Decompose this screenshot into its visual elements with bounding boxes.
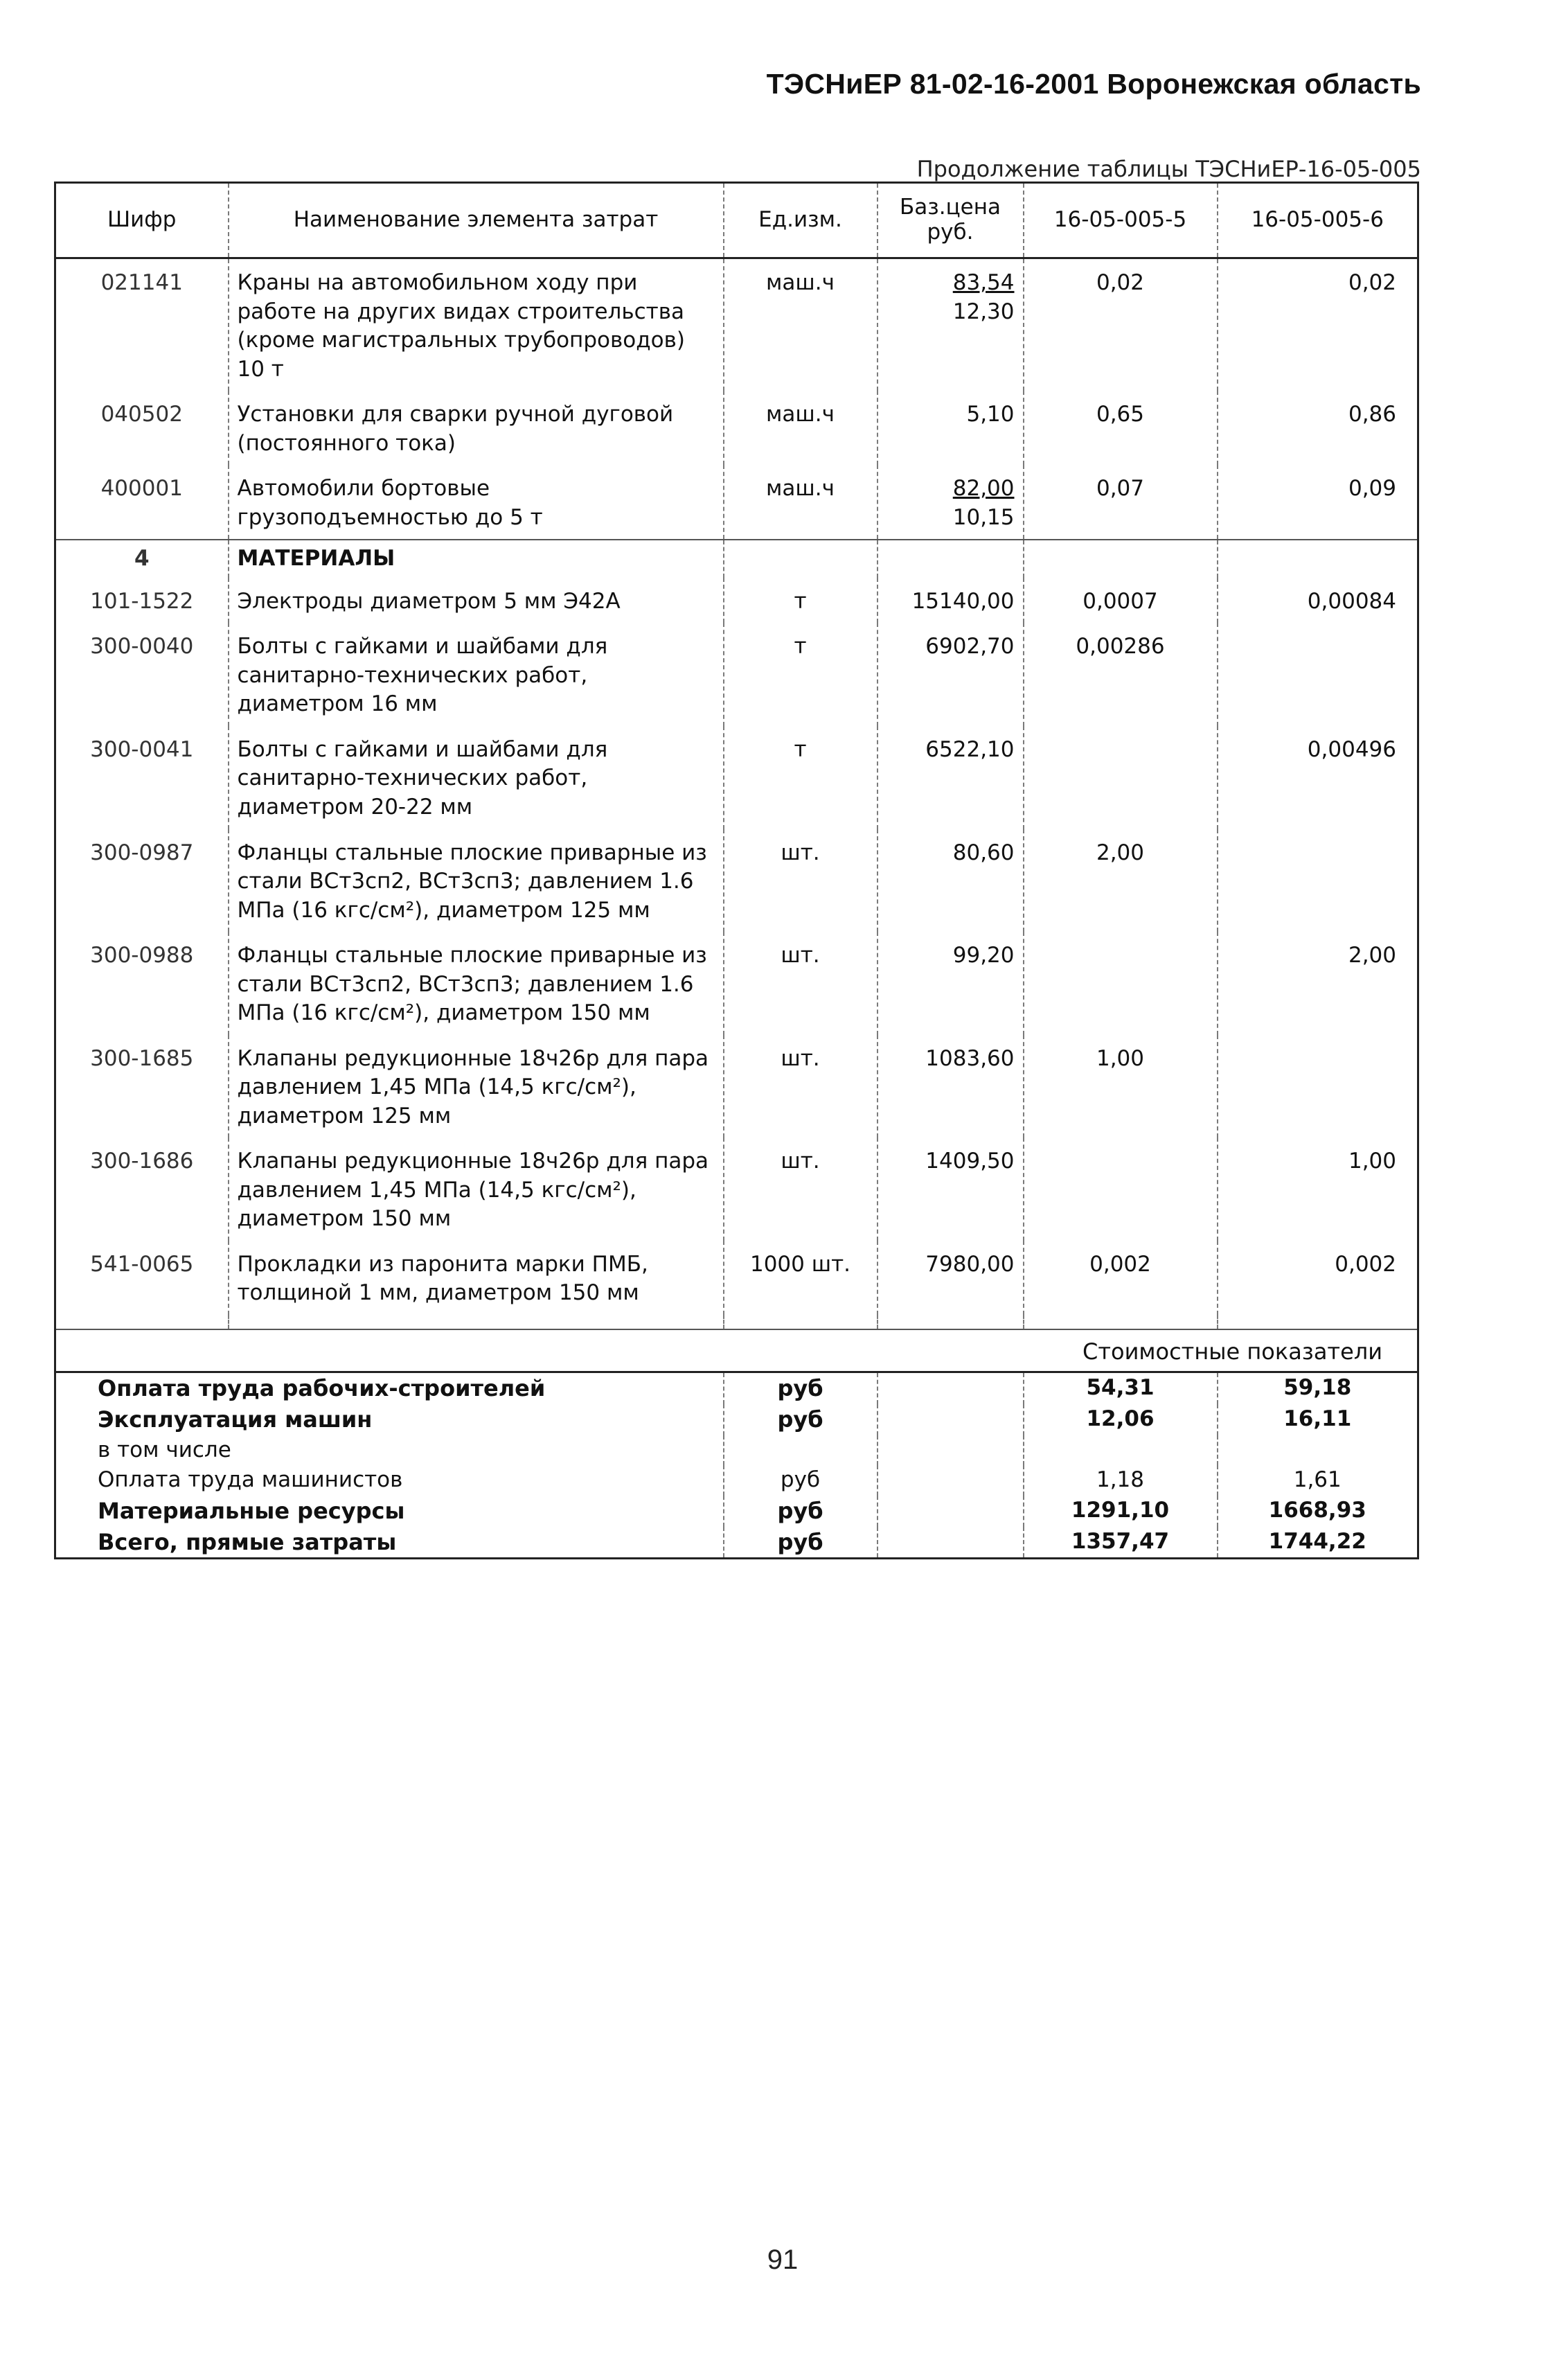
row-name: Клапаны редукционные 18ч26р для пара давлением 1,45 МПа (14,5 кгс/см²), диаметром 125 мм: [229, 1035, 724, 1138]
summary-label: Материальные ресурсы: [98, 1497, 405, 1524]
empty-cell: [877, 1372, 1024, 1404]
row-value-16-05-005-6: 0,00084: [1218, 578, 1418, 623]
empty-cell: [1024, 1315, 1218, 1329]
row-price: 6902,70: [877, 623, 1024, 726]
page-number: 91: [767, 2245, 799, 2275]
column-header-unit: Ед.изм.: [724, 183, 877, 258]
row-value-16-05-005-6: [1218, 1035, 1418, 1138]
row-value-16-05-005-6: 0,002: [1218, 1241, 1418, 1315]
row-name: Клапаны редукционные 18ч26р для пара давлением 1,45 МПа (14,5 кгс/см²), диаметром 150 мм: [229, 1138, 724, 1241]
summary-section: [55, 1372, 1418, 1559]
row-value-16-05-005-5: [1024, 1138, 1218, 1241]
row-code: 300-1685: [90, 1045, 194, 1071]
row-value-16-05-005-5: 0,02: [1024, 258, 1218, 391]
row-price: 1409,50: [877, 1138, 1024, 1241]
empty-cell: [1218, 540, 1418, 578]
row-code: 021141: [100, 270, 183, 295]
column-header-16-05-005-6: 16-05-005-6: [1218, 183, 1418, 258]
row-value-16-05-005-5: 0,00286: [1024, 623, 1218, 726]
row-unit: шт.: [724, 932, 877, 1035]
row-price: [877, 258, 1024, 391]
machines-section: [55, 258, 1418, 540]
row-unit: 1000 шт.: [724, 1241, 877, 1315]
indicators-section: [55, 1315, 1418, 1372]
row-unit: шт.: [724, 1035, 877, 1138]
row-name: Фланцы стальные плоские приварные из стали ВСт3сп2, ВСт3сп3; давлением 1.6 МПа (16 кгс/см²), диаметром 125 мм: [229, 829, 724, 932]
row-value-16-05-005-5: 0,65: [1024, 391, 1218, 465]
table-row: [55, 1035, 1418, 1138]
row-code: 541-0065: [90, 1251, 194, 1277]
row-code: 300-0988: [90, 943, 194, 968]
table-header: [55, 183, 1418, 258]
row-price-value: 82,00: [952, 476, 1015, 502]
empty-cell: [877, 1404, 1024, 1435]
row-name: Прокладки из паронита марки ПМБ, толщиной 1 мм, диаметром 150 мм: [229, 1241, 724, 1315]
cost-indicators-label: Стоимостные показатели: [55, 1329, 1418, 1372]
summary-value-16-05-005-6: 1744,22: [1218, 1527, 1418, 1559]
materials-rows: [55, 578, 1418, 1315]
summary-unit: руб: [724, 1465, 877, 1496]
spacer-row: [55, 1315, 1418, 1329]
summary-value-16-05-005-5: [1024, 1435, 1218, 1466]
row-value-16-05-005-6: 0,00496: [1218, 726, 1418, 829]
summary-value-16-05-005-6: [1218, 1435, 1418, 1466]
row-value-16-05-005-5: [1024, 932, 1218, 1035]
row-value-16-05-005-6: 0,86: [1218, 391, 1418, 465]
summary-row: [55, 1465, 1418, 1496]
row-value-16-05-005-6: 1,00: [1218, 1138, 1418, 1241]
summary-label: Оплата труда рабочих-строителей: [98, 1374, 546, 1401]
summary-value-16-05-005-5: 1291,10: [1024, 1496, 1218, 1527]
row-value-16-05-005-5: 1,00: [1024, 1035, 1218, 1138]
summary-label: Оплата труда машинистов: [98, 1467, 403, 1493]
empty-cell: [724, 540, 877, 578]
section-heading-row: [55, 540, 1418, 578]
section-number: 4: [55, 540, 229, 578]
row-price: 15140,00: [877, 578, 1024, 623]
row-value-16-05-005-5: 0,0007: [1024, 578, 1218, 623]
empty-cell: [229, 1315, 724, 1329]
row-code: 300-0987: [90, 840, 194, 865]
column-header-price: Баз.цена руб.: [877, 183, 1024, 258]
empty-cell: [877, 1465, 1024, 1496]
row-unit: т: [724, 726, 877, 829]
cost-table: [54, 182, 1419, 1559]
row-code: 101-1522: [90, 588, 194, 614]
row-name: Болты с гайками и шайбами для санитарно-технических работ, диаметром 20-22 мм: [229, 726, 724, 829]
row-name: Болты с гайками и шайбами для санитарно-технических работ, диаметром 16 мм: [229, 623, 724, 726]
table-row: [55, 829, 1418, 932]
row-unit: шт.: [724, 829, 877, 932]
table-row: [55, 726, 1418, 829]
row-price-secondary: 10,15: [952, 504, 1015, 530]
row-price: 6522,10: [877, 726, 1024, 829]
row-value-16-05-005-6: 0,09: [1218, 465, 1418, 540]
summary-row: [55, 1372, 1418, 1404]
table-row: [55, 391, 1418, 465]
table-header-row: [55, 183, 1418, 258]
row-price-value: 5,10: [966, 402, 1015, 427]
row-unit: т: [724, 578, 877, 623]
summary-value-16-05-005-6: 16,11: [1218, 1404, 1418, 1435]
cost-indicators-row: [55, 1329, 1418, 1372]
row-code: 300-0040: [90, 634, 194, 660]
summary-unit: руб: [724, 1404, 877, 1435]
row-value-16-05-005-5: 0,002: [1024, 1241, 1218, 1315]
summary-label: Эксплуатация машин: [98, 1406, 373, 1433]
row-value-16-05-005-5: [1024, 726, 1218, 829]
summary-value-16-05-005-6: 1,61: [1218, 1465, 1418, 1496]
table-row: [55, 578, 1418, 623]
table-row: [55, 623, 1418, 726]
summary-unit: руб: [724, 1496, 877, 1527]
empty-cell: [877, 540, 1024, 578]
row-value-16-05-005-6: 2,00: [1218, 932, 1418, 1035]
column-header-16-05-005-5: 16-05-005-5: [1024, 183, 1218, 258]
empty-cell: [877, 1315, 1024, 1329]
column-header-name: Наименование элемента затрат: [229, 183, 724, 258]
row-price-secondary: 12,30: [952, 299, 1015, 324]
summary-row: [55, 1527, 1418, 1559]
row-code: 040502: [100, 402, 183, 427]
summary-row: [55, 1435, 1418, 1466]
summary-value-16-05-005-5: 1357,47: [1024, 1527, 1218, 1559]
row-name: Электроды диаметром 5 мм Э42А: [229, 578, 724, 623]
summary-label: Всего, прямые затраты: [98, 1528, 397, 1555]
row-price: 99,20: [877, 932, 1024, 1035]
row-code: 300-0041: [90, 736, 194, 762]
row-price: 80,60: [877, 829, 1024, 932]
empty-cell: [877, 1496, 1024, 1527]
table-continuation-caption: Продолжение таблицы ТЭСНиЕР-16-05-005: [916, 156, 1421, 182]
row-value-16-05-005-6: [1218, 623, 1418, 726]
materials-section: [55, 540, 1418, 578]
section-title: МАТЕРИАЛЫ: [229, 540, 724, 578]
table-row: [55, 932, 1418, 1035]
row-value-16-05-005-5: 0,07: [1024, 465, 1218, 540]
summary-label: в том числе: [98, 1437, 231, 1462]
summary-row: [55, 1496, 1418, 1527]
row-value-16-05-005-6: [1218, 829, 1418, 932]
row-unit: маш.ч: [724, 391, 877, 465]
row-name: Установки для сварки ручной дуговой (постоянного тока): [229, 391, 724, 465]
table-row: [55, 258, 1418, 391]
empty-cell: [55, 1315, 229, 1329]
row-unit: т: [724, 623, 877, 726]
column-header-code: Шифр: [55, 183, 229, 258]
empty-cell: [877, 1527, 1024, 1559]
page-header-title: ТЭСНиЕР 81-02-16-2001 Воронежская область: [766, 68, 1421, 100]
table-row: [55, 1138, 1418, 1241]
summary-unit: [724, 1435, 877, 1466]
summary-value-16-05-005-6: 59,18: [1218, 1372, 1418, 1404]
row-price: [877, 391, 1024, 465]
row-value-16-05-005-6: 0,02: [1218, 258, 1418, 391]
row-name: Краны на автомобильном ходу при работе на других видах строительства (кроме магистральных трубопроводов) 10 т: [229, 258, 724, 391]
row-price: 1083,60: [877, 1035, 1024, 1138]
summary-value-16-05-005-6: 1668,93: [1218, 1496, 1418, 1527]
row-price: 7980,00: [877, 1241, 1024, 1315]
table-row: [55, 1241, 1418, 1315]
row-price: [877, 465, 1024, 540]
summary-value-16-05-005-5: 12,06: [1024, 1404, 1218, 1435]
empty-cell: [877, 1435, 1024, 1466]
row-code: 300-1686: [90, 1149, 194, 1174]
row-price-value: 83,54: [952, 270, 1015, 295]
empty-cell: [1024, 540, 1218, 578]
row-value-16-05-005-5: 2,00: [1024, 829, 1218, 932]
empty-cell: [1218, 1315, 1418, 1329]
summary-row: [55, 1404, 1418, 1435]
row-code: 400001: [100, 476, 183, 502]
table-row: [55, 465, 1418, 540]
summary-value-16-05-005-5: 1,18: [1024, 1465, 1218, 1496]
empty-cell: [724, 1315, 877, 1329]
row-name: Автомобили бортовые грузоподъемностью до 5 т: [229, 465, 724, 540]
summary-unit: руб: [724, 1527, 877, 1559]
row-name: Фланцы стальные плоские приварные из стали ВСт3сп2, ВСт3сп3; давлением 1.6 МПа (16 кгс/см²), диаметром 150 мм: [229, 932, 724, 1035]
row-unit: маш.ч: [724, 258, 877, 391]
row-unit: маш.ч: [724, 465, 877, 540]
summary-value-16-05-005-5: 54,31: [1024, 1372, 1218, 1404]
row-unit: шт.: [724, 1138, 877, 1241]
summary-unit: руб: [724, 1372, 877, 1404]
